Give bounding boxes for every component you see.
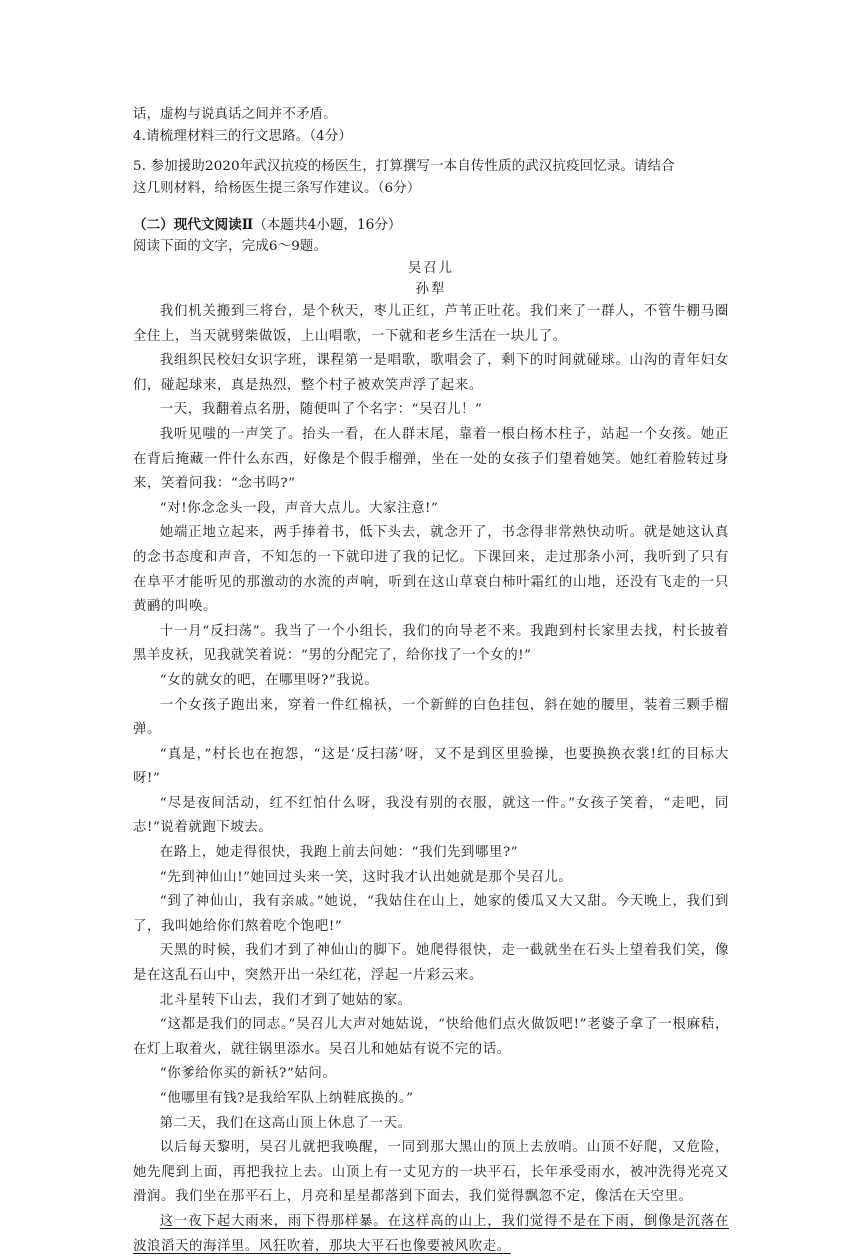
story-paragraph: “到了神仙山，我有亲戚。”她说，“我姑住在山上，她家的倭瓜又大又甜。今天晚上，我们到了，我叫她给你们熬着吃个饱吧!” [133, 894, 729, 934]
story-paragraph: 第二天，我们在这高山顶上休息了一天。 [159, 1115, 412, 1131]
story-paragraph: 以后每天黎明，吴召儿就把我唤醒，一同到那大黑山的顶上去放哨。山顶不好爬，又危险，她先爬到上面，再把我拉上去。山顶上有一丈见方的一块平石，长年承受雨水，被冲洗得光亮又滑润。我们坐在那平石上，月亮和星星都落到下面去，我们觉得飘忽不定，像活在天空里。 [133, 1140, 729, 1205]
story-paragraph: “女的就女的吧，在哪里呀?”我说。 [159, 672, 379, 688]
story-paragraph: “这都是我们的同志。”吴召儿大声对她姑说，“快给他们点火做饭吧!”老婆子拿了一根麻秸，在灯上取着火，就往锅里添水。吴召儿和她姑有说不完的话。 [133, 1017, 729, 1057]
section-title-bold: （二）现代文阅读Ⅱ [133, 217, 254, 233]
story-paragraph: “你爹给你买的新袄?”姑问。 [159, 1066, 337, 1082]
spacer [133, 148, 729, 156]
section-title [133, 214, 729, 236]
story-paragraph: “先到神仙山!”她回过头来一笑，这时我才认出她就是那个吴召儿。 [159, 869, 573, 885]
question-5-line-2: 这几则材料，给杨医生提三条写作建议。（6分） [133, 181, 421, 196]
document-page [133, 104, 729, 1259]
section-title-rest: （本题共4小题，16分） [253, 217, 402, 233]
story-paragraph: 十一月“反扫荡”。我当了一个小组长，我们的向导老不来。我跑到村长家里去找，村长披着黑羊皮袄，见我就笑着说：“男的分配完了，给你找了一个女的!” [133, 623, 729, 664]
story-paragraph: “他哪里有钱?是我给军队上纳鞋底换的。” [159, 1091, 414, 1106]
reading-instruction: 阅读下面的文字，完成6～9题。 [133, 239, 328, 254]
story-paragraph: 我组织民校妇女识字班，课程第一是唱歌，歌唱会了，剩下的时间就碰球。山沟的青年妇女们，碰起球来，真是热烈，整个村子被欢笑声浮了起来。 [133, 353, 729, 393]
story-paragraph: 一个女孩子跑出来，穿着一件红棉袄，一个新鲜的白色挂包，斜在她的腰里，装着三颗手榴弹。 [133, 697, 729, 738]
story-paragraph: “尽是夜间活动，红不红怕什么呀，我没有别的衣服，就这一件。”女孩子笑着，“走吧，同志!”说着就跑下坡去。 [133, 795, 729, 836]
story-paragraph-underlined: 这一夜下起大雨来，雨下得那样暴。在这样高的山上，我们觉得不是在下雨，倒像是沉落在波浪滔天的海洋里。风狂吹着，那块大平石也像要被风吹走。 [133, 1213, 729, 1254]
question-4: 4.请梳理材料三的行文思路。（4分） [133, 129, 353, 144]
story-author: 孙犁 [415, 282, 447, 297]
story-title: 吴召儿 [407, 261, 455, 276]
question-3-tail: 话，虚构与说真话之间并不矛盾。 [133, 107, 337, 122]
story-paragraph: 北斗星转下山去，我们才到了她姑的家。 [159, 992, 412, 1008]
story-body [133, 300, 729, 1259]
story-paragraph: “对!你念念头一段，声音大点儿。大家注意!” [159, 500, 439, 516]
story-paragraph: 在路上，她走得很快，我跑上前去问她：“我们先到哪里?” [159, 845, 519, 861]
story-paragraph: 她端正地立起来，两手捧着书，低下头去，就念开了，书念得非常熟快动听。就是她这认真的念书态度和声音，不知怎的一下就印进了我的记忆。下课回来，走过那条小河，我听到了只有在阜平才能听见的那激动的水流的声响，听到在这山草衰白柿叶霜红的山地，还没有飞走的一只黄鹂的叫唤。 [133, 525, 729, 615]
story-paragraph: 一天，我翻着点名册，随便叫了个名字：“吴召儿！” [159, 402, 483, 418]
story-paragraph: 天黑的时候，我们才到了神仙山的脚下。她爬得很快，走一截就坐在石头上望着我们笑，像是在这乱石山中，突然开出一朵红花，浮起一片彩云来。 [133, 943, 729, 984]
story-paragraph: 我听见嗤的一声笑了。抬头一看，在人群末尾，靠着一根白杨木柱子，站起一个女孩。她正在背后掩藏一件什么东西，好像是个假手榴弹，坐在一处的女孩子们望着她笑。她红着脸转过身来，笑着问我：“念书吗?” [133, 426, 729, 492]
story-paragraph: 我们机关搬到三将台，是个秋天，枣儿正红，芦苇正吐花。我们来了一群人，不管牛棚马圈全住上，当天就劈柴做饭，上山唱歌，一下就和老乡生活在一块儿了。 [133, 304, 729, 344]
story-paragraph: “真是，”村长也在抱怨，“这是‘反扫荡’呀，又不是到区里验操，也要换换衣裳!红的目标大呀!” [133, 746, 729, 787]
question-5-line-1: 5. 参加援助2020年武汉抗疫的杨医生，打算撰写一本自传性质的武汉抗疫回忆录。请结合 [133, 159, 675, 174]
